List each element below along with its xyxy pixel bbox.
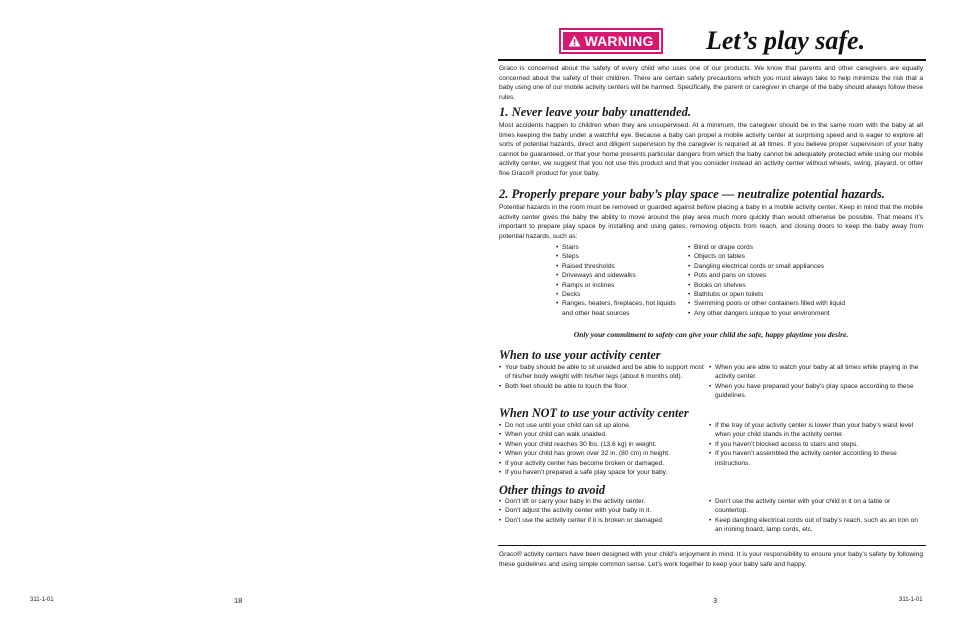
list-item: • Any other dangers unique to your environment	[688, 309, 888, 318]
hazards-right-list	[688, 243, 888, 318]
doc-code-left: 311-1-01	[30, 597, 54, 603]
list-item: • If the tray of your activity center is lower than your baby’s waist level when your child stands in the activity center.	[709, 421, 921, 440]
doc-code-right: 311-1-01	[899, 597, 923, 603]
list-item: • Keep dangling electrical cords out of baby’s reach, such as an iron on an ironing board, lamp cords, etc.	[709, 516, 921, 535]
section1-body: Most accidents happen to children when they are unsupervised. At a minimum, the caregiver should be in the same room with the baby at all times keeping the baby under a watchful eye. Because a baby can propel a mobile activity center at surprising speed and is eager to explore all sorts of potential hazards, direct and diligent supervision by the caregiver is required at all times. If you believe proper supervision of your baby cannot be guaranteed, or that your home presents particular dangers from which the baby cannot be adequately protected while using our mobile activity center, we suggest that you not use this product and that you consider instead an activity center without wheels, swing, playard, or other fine Graco® product for your baby.	[499, 122, 923, 177]
list-item: • Steps	[556, 252, 681, 261]
list-item: • Decks	[556, 290, 681, 299]
list-item: • Bathtubs or open toilets	[688, 290, 888, 299]
footer-divider	[498, 545, 926, 546]
header-divider	[498, 59, 926, 61]
when-to-use-left-list	[499, 363, 704, 391]
list-item: • Ranges, heaters, fireplaces, hot liquids and other heat sources	[556, 299, 681, 318]
list-item: • When your child has grown over 32 in. (80 cm) in height.	[499, 449, 704, 458]
list-item: • If you haven’t prepared a safe play space for your baby.	[499, 468, 704, 477]
list-item: • Don’t use the activity center if it is broken or damaged.	[499, 516, 709, 525]
list-item: • If you haven’t assembled the activity center according to these instructions.	[709, 449, 921, 468]
list-item: • Swimming pools or other containers filled with liquid	[688, 299, 888, 308]
avoid-right-list	[709, 497, 921, 535]
warning-label: WARNING	[584, 33, 654, 49]
section2-heading: 2. Properly prepare your baby’s play space — neutralize potential hazards.	[499, 187, 885, 201]
when-not-right-list	[709, 421, 921, 468]
list-item: • Driveways and sidewalks	[556, 271, 681, 280]
list-item: • Both feet should be able to touch the floor.	[499, 382, 704, 391]
list-item: • When you have prepared your baby’s play space according to these guidelines.	[709, 382, 921, 401]
list-item: • Your baby should be able to sit unaided and be able to support most of his/her body weight with his/her legs (about 6 months old).	[499, 363, 704, 382]
list-item: • Stairs	[556, 243, 681, 252]
avoid-heading: Other things to avoid	[499, 483, 605, 497]
when-to-use-heading: When to use your activity center	[499, 348, 661, 362]
when-not-heading: When NOT to use your activity center	[499, 406, 689, 420]
list-item: • If your activity center has become broken or damaged.	[499, 459, 704, 468]
avoid-left-list	[499, 497, 709, 525]
list-item: • Dangling electrical cords or small appliances	[688, 262, 888, 271]
list-item: • If you haven’t blocked access to stairs and steps.	[709, 440, 921, 449]
section2-body: Potential hazards in the room must be removed or guarded against before placing a baby in a mobile activity center. Keep in mind that the mobile activity center gives the baby the ability to move around the play area much more quickly than would otherwise be possible. That means it’s important to prepare play space by installing and using gates, removing objects from reach, and closing doors to keep the baby away from potential hazards, such as:	[499, 204, 923, 240]
list-item: • Raised thresholds	[556, 262, 681, 271]
list-item: • Don’t lift or carry your baby in the activity center.	[499, 497, 709, 506]
list-item: • Pots and pans on stoves	[688, 271, 888, 280]
section1-heading: 1. Never leave your baby unattended.	[499, 105, 692, 119]
list-item: • Don’t use the activity center with your child in it on a table or countertop.	[709, 497, 921, 516]
closing-paragraph: Graco® activity centers have been designed with your child’s enjoyment in mind. It is your responsibility to ensure your baby’s safety by following these guidelines and using simple common sense. Let’s work together to keep your baby safe and happy.	[499, 551, 923, 568]
list-item: • When your child reaches 30 lbs. (13.6 kg) in weight.	[499, 440, 704, 449]
page-title: Let’s play safe.	[706, 26, 866, 55]
list-item: • Blind or drape cords	[688, 243, 888, 252]
intro-paragraph: Graco is concerned about the safety of every child who uses one of our products. We know that parents and other caregivers are equally concerned about the safety of their children. There are certain safety precautions which you must always take to help minimize the risk that a baby using one of our mobile activity centers will be harmed. Specifically, the parent or caregiver in charge of the baby should always follow these rules.	[499, 65, 923, 101]
page-number-right: 3	[713, 596, 718, 605]
list-item: • Ramps or inclines	[556, 281, 681, 290]
list-item: • When you are able to watch your baby at all times while playing in the activity center.	[709, 363, 921, 382]
warning-triangle-icon	[568, 35, 581, 47]
list-item: • Objects on tables	[688, 252, 888, 261]
page-number-left: 18	[234, 596, 243, 605]
commitment-note: Only your commitment to safety can give your child the safe, happy playtime you desire.	[573, 330, 849, 339]
warning-badge	[559, 28, 663, 54]
list-item: • Don’t adjust the activity center with your baby in it.	[499, 506, 709, 515]
list-item: • Do not use until your child can sit up alone.	[499, 421, 704, 430]
when-to-use-right-list	[709, 363, 921, 401]
hazards-left-list	[556, 243, 681, 318]
list-item: • Books on shelves	[688, 281, 888, 290]
when-not-left-list	[499, 421, 704, 477]
list-item: • When your child can walk unaided.	[499, 430, 704, 439]
